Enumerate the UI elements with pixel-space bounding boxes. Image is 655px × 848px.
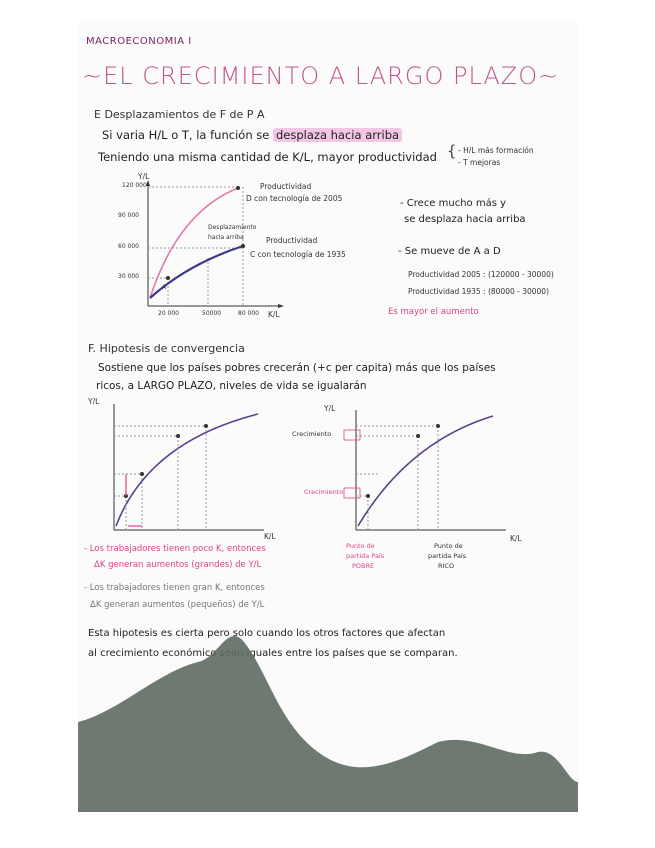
label-rich-1: Punto de [434,542,463,550]
chart1-xtick-3: 80 000 [238,310,259,317]
label-rich-2: partida País [428,552,467,560]
photo-shadow [78,22,578,812]
note-5: Es mayor el aumento [388,307,479,317]
section-e-line2: Teniendo una misma cantidad de K/L, mayor productividad [98,150,437,164]
chart1-xlabel: K/L [268,310,280,319]
chart1-xtick-1: 20 000 [158,310,179,317]
pink-note-2: ΔK generan aumentos (grandes) de Y/L [94,560,262,570]
page-title: ~EL CRECIMIENTO A LARGO PLAZO~ [82,62,560,90]
section-f-heading: F. Hipotesis de convergencia [88,342,245,355]
label-poor-3: POBRE [352,562,375,570]
pink-note-1: - Los trabajadores tienen poco K, entonces [84,544,266,554]
label-1935-line1: Productividad [266,236,318,245]
chart1-ylabel: Y/L [138,172,150,181]
gray-note-2: ΔK generan aumentos (pequeños) de Y/L [90,600,265,610]
right-xlabel: K/L [510,534,522,543]
note-1b: se desplaza hacia arriba [404,214,526,225]
section-e-line1-text: Si varia H/L o T, la función se [102,128,270,142]
chart1-point-a-label: A [162,284,167,291]
chart1-ytick-4: 30 000 [118,273,139,280]
label-poor-1: Punto de [346,542,375,550]
chart1-ytick-2: 90 000 [118,212,139,219]
highlight-desplaza: desplaza hacia arriba [273,128,402,142]
label-1935-line2: C con tecnología de 1935 [250,250,346,259]
section-f-line2: ricos, a LARGO PLAZO, niveles de vida se igualarán [96,380,367,392]
section-e-heading: E Desplazamientos de F de P A [94,108,265,121]
notebook-page [78,22,578,812]
note-1a: - Crece mucho más y [400,198,507,209]
chart1-xtick-2: 50000 [202,310,222,317]
chart1-ytick-1: 120 000 [122,182,147,189]
left-ylabel: Y/L [88,397,100,406]
label-crecimiento-top: Crecimiento [292,430,332,438]
label-move-line1: Desplazamiento [208,224,257,231]
note-2: - Se mueve de A a D [398,246,501,257]
note-3: Productividad 2005 : (120000 - 30000) [408,270,554,279]
label-2005-line1: Productividad [260,182,312,191]
label-poor-2: partida País [346,552,385,560]
right-ylabel: Y/L [324,404,336,413]
label-rich-3: RICO [438,562,455,570]
left-xlabel: K/L [264,532,276,541]
conclusion-line1: Esta hipotesis es cierta pero solo cuando los otros factores que afectan [88,628,446,639]
brace-item-2: - T mejoras [458,158,501,167]
section-f-line1: Sostiene que los países pobres crecerán (+c per capita) más que los países [98,362,496,374]
label-crecimiento-bottom: Crecimiento [304,488,344,496]
course-name: MACROECONOMIA I [86,36,192,47]
brace-icon: { [447,142,457,160]
chart1-ytick-3: 60 000 [118,243,139,250]
gray-note-1: - Los trabajadores tienen gran K, entonces [84,583,265,593]
conclusion-line2: al crecimiento económico sean iguales entre los países que se comparan. [88,648,458,659]
label-move-line2: hacia arriba [208,234,244,241]
brace-item-1: - H/L más formación [458,146,534,155]
note-4: Productividad 1935 : (80000 - 30000) [408,287,550,296]
label-2005-line2: D con tecnología de 2005 [246,194,343,203]
